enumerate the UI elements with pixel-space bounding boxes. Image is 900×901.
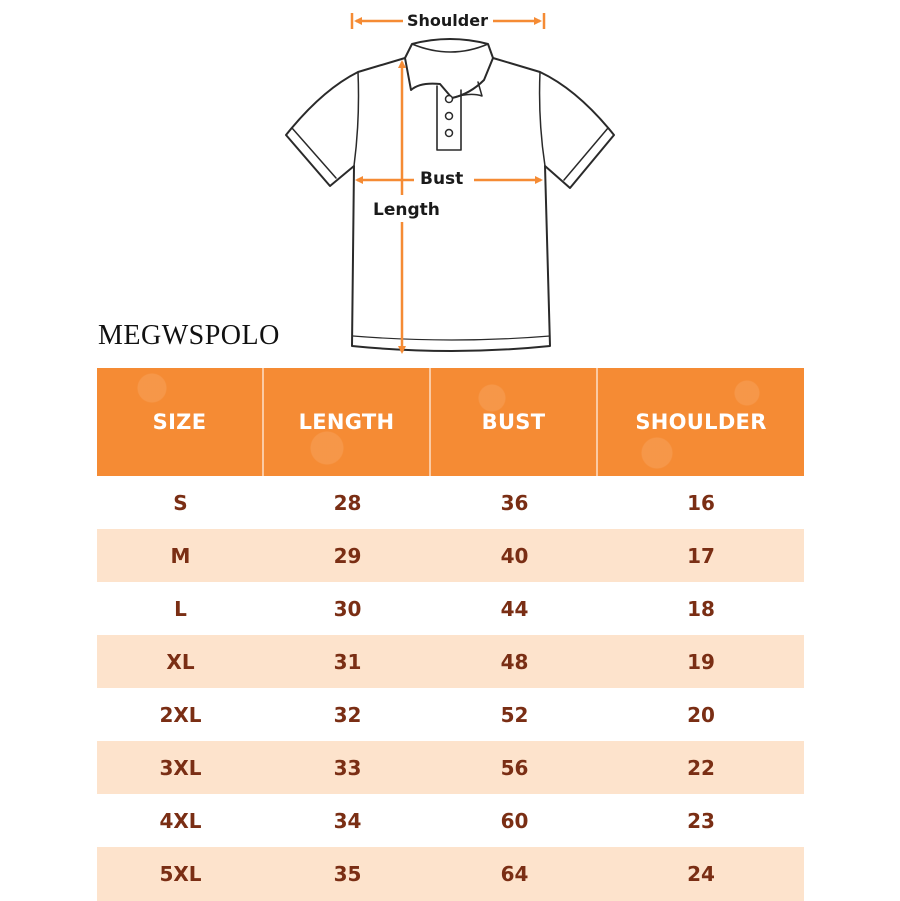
shoulder-cell: 24	[687, 862, 715, 886]
shoulder-label: Shoulder	[403, 11, 492, 31]
bust-cell: 52	[500, 702, 529, 727]
shoulder-cell: 20	[687, 702, 715, 727]
length-cell: 31	[333, 649, 362, 674]
header-length: LENGTH	[264, 368, 431, 476]
brand-logo: MEGWSPOLO	[98, 320, 280, 351]
shoulder-cell: 23	[687, 808, 715, 833]
shoulder-cell: 22	[687, 755, 715, 780]
length-label: Length	[369, 200, 444, 220]
shoulder-cell: 17	[687, 543, 715, 568]
size-cell: 3XL	[159, 755, 202, 780]
header-size: SIZE	[97, 368, 264, 476]
size-cell: 2XL	[159, 702, 202, 727]
size-cell: L	[174, 596, 187, 621]
size-cell: 5XL	[159, 862, 202, 886]
size-cell: M	[170, 543, 191, 568]
header-shoulder: SHOULDER	[635, 410, 767, 434]
length-cell: 35	[333, 862, 362, 886]
table-row	[97, 476, 804, 529]
bust-cell: 40	[500, 543, 529, 568]
table-row	[97, 741, 804, 794]
table-row	[97, 529, 804, 582]
table-header	[97, 368, 804, 476]
shoulder-cell: 16	[687, 490, 715, 515]
bust-cell: 56	[500, 755, 529, 780]
shoulder-cell: 19	[687, 649, 715, 674]
bust-cell: 44	[500, 596, 529, 621]
table-row	[97, 688, 804, 741]
bust-cell: 48	[500, 649, 529, 674]
size-cell: 4XL	[159, 808, 202, 833]
size-cell: XL	[166, 649, 195, 674]
length-cell: 28	[333, 490, 362, 515]
length-cell: 32	[333, 702, 362, 727]
length-cell: 34	[333, 808, 362, 833]
table-row	[97, 794, 804, 847]
length-cell: 33	[333, 755, 362, 780]
length-cell: 30	[333, 596, 362, 621]
polo-measurement-diagram	[0, 0, 900, 360]
table-row	[97, 635, 804, 688]
table-body	[97, 476, 804, 901]
bust-cell: 36	[500, 490, 529, 515]
polo-shirt-outline	[286, 39, 614, 351]
bust-label: Bust	[416, 169, 467, 189]
length-cell: 29	[333, 543, 362, 568]
table-row	[97, 847, 804, 901]
table-row	[97, 582, 804, 635]
header-bust: BUST	[431, 368, 598, 476]
bust-cell: 64	[500, 862, 529, 886]
bust-cell: 60	[500, 808, 529, 833]
size-chart-table	[97, 368, 804, 900]
size-cell: S	[173, 490, 188, 515]
shoulder-cell: 18	[687, 596, 715, 621]
